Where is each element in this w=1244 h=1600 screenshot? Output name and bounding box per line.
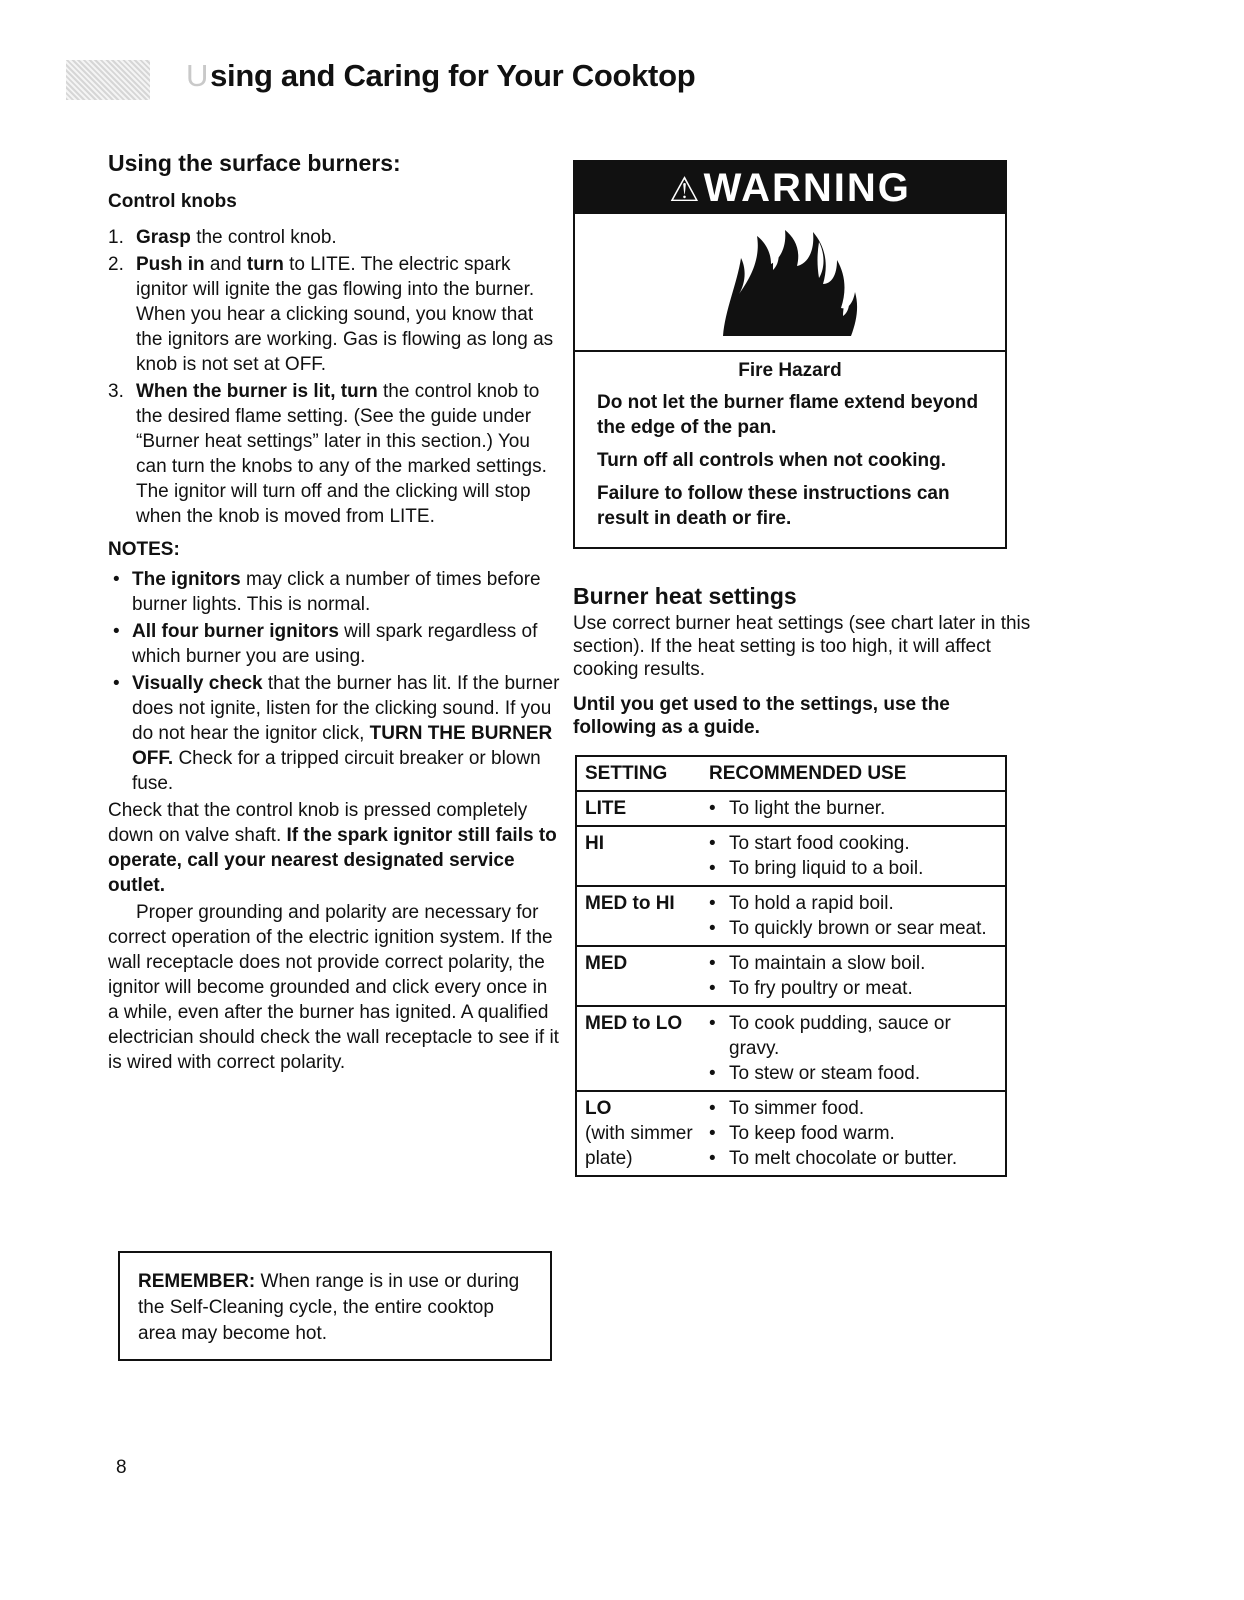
step-bold: turn <box>246 254 284 275</box>
warning-banner <box>575 162 1005 214</box>
column-header-recommended-use: RECOMMENDED USE <box>709 763 907 784</box>
setting-cell <box>585 891 709 941</box>
bullet: • <box>709 1123 716 1144</box>
use-item <box>709 951 997 976</box>
bullet: • <box>113 621 120 642</box>
note-bold: The ignitors <box>132 569 241 590</box>
step-bold: When the burner is lit, turn <box>136 381 378 402</box>
setting-cell <box>585 831 709 881</box>
remember-text: When range is in use or during the Self-Cleaning cycle, the entire cooktop area may become hot. <box>138 1271 520 1344</box>
page-title-faded-letter: U <box>186 58 209 93</box>
bullet: • <box>709 953 716 974</box>
notes-heading: NOTES: <box>108 539 180 560</box>
table-row <box>577 1007 1005 1092</box>
note-text: may click a number of times before burner lights. This is normal. <box>132 569 541 615</box>
bullet: • <box>709 833 716 854</box>
bullet: • <box>709 978 716 999</box>
step-bold: Grasp <box>136 227 191 248</box>
note-item <box>108 567 563 617</box>
step-number: 3. <box>108 381 124 402</box>
steps-list <box>108 225 563 529</box>
use-text: To quickly brown or sear meat. <box>729 918 987 939</box>
fire-icon <box>719 224 869 344</box>
setting-note: (with simmer plate) <box>585 1123 693 1169</box>
warning-line: Do not let the burner flame extend beyond the edge of the pan. <box>597 392 979 438</box>
step-text: to LITE. The electric spark ignitor will ignite the gas flowing into the burner. When you hear a clicking sound, you know that the ignitors are working. Gas is flowing as long as knob is not set at OFF. <box>136 254 554 375</box>
bullet: • <box>113 569 120 590</box>
note-text: that the burner has lit. If the burner does not ignite, listen for the clicking sound. If you do not hear the ignitor click, <box>132 673 560 744</box>
use-item <box>709 1096 997 1121</box>
notes-list <box>108 567 563 796</box>
use-item <box>709 1061 997 1086</box>
burner-guide-note: Until you get used to the settings, use the following as a guide. <box>573 694 950 738</box>
setting-cell <box>585 1011 709 1086</box>
setting-name: LITE <box>585 798 627 819</box>
recommended-use-cell <box>709 796 997 821</box>
check-paragraph <box>108 798 563 898</box>
setting-name: HI <box>585 833 604 854</box>
setting-name: MED to HI <box>585 893 675 914</box>
use-text: To maintain a slow boil. <box>729 953 926 974</box>
use-item <box>709 976 997 1001</box>
use-text: To stew or steam food. <box>729 1063 921 1084</box>
note-bold: TURN THE BURNER OFF. <box>132 723 553 769</box>
step-item <box>108 379 563 529</box>
note-text: Check for a tripped circuit breaker or blown fuse. <box>132 748 541 794</box>
use-item <box>709 856 997 881</box>
step-item <box>108 252 563 377</box>
bullet: • <box>709 1013 716 1034</box>
use-text: To keep food warm. <box>729 1123 895 1144</box>
setting-name: LO <box>585 1098 612 1119</box>
setting-cell <box>585 796 709 821</box>
use-text: To cook pudding, sauce or gravy. <box>729 1013 951 1059</box>
table-row <box>577 792 1005 827</box>
note-bold: Visually check <box>132 673 263 694</box>
use-text: To bring liquid to a boil. <box>729 858 924 879</box>
use-item <box>709 1146 997 1171</box>
column-header-setting: SETTING <box>585 763 668 784</box>
table-row <box>577 1092 1005 1175</box>
bullet: • <box>709 893 716 914</box>
step-number: 2. <box>108 254 124 275</box>
check-bold: If the spark ignitor still fails to operate, call your nearest designated service outlet. <box>108 825 557 896</box>
setting-name: MED <box>585 953 628 974</box>
remember-label: REMEMBER: <box>138 1271 256 1292</box>
setting-name: MED to LO <box>585 1013 683 1034</box>
warning-triangle-icon: ⚠ <box>669 171 702 209</box>
recommended-use-cell <box>709 831 997 881</box>
recommended-use-cell <box>709 951 997 1001</box>
use-text: To light the burner. <box>729 798 886 819</box>
step-bold: Push in <box>136 254 205 275</box>
use-item <box>709 916 997 941</box>
page-number: 8 <box>116 1457 127 1478</box>
warning-box <box>573 160 1007 549</box>
check-text: Check that the control knob is pressed completely down on valve shaft. <box>108 800 528 846</box>
table-row <box>577 947 1005 1007</box>
heat-settings-table <box>575 755 1007 1177</box>
note-item <box>108 671 563 796</box>
left-column <box>108 150 563 1075</box>
warning-title: Fire Hazard <box>738 360 842 381</box>
use-item <box>709 1011 997 1061</box>
bullet: • <box>113 673 120 694</box>
page-title <box>186 58 695 94</box>
use-text: To hold a rapid boil. <box>729 893 894 914</box>
use-text: To melt chocolate or butter. <box>729 1148 958 1169</box>
bullet: • <box>709 1063 716 1084</box>
bullet: • <box>709 1148 716 1169</box>
setting-cell <box>585 1096 709 1171</box>
recommended-use-cell <box>709 891 997 941</box>
note-bold: All four burner ignitors <box>132 621 339 642</box>
section-heading-burner-heat-settings: Burner heat settings <box>573 583 797 609</box>
warning-text <box>575 352 1005 547</box>
step-text: and <box>204 254 247 275</box>
section-heading-surface-burners: Using the surface burners: <box>108 150 401 176</box>
use-item <box>709 796 997 821</box>
grounding-paragraph: Proper grounding and polarity are necessary for correct operation of the electric ignition system. If the wall receptacle does not provide correct polarity, the ignitor will become grounded and click every once in a while, even after the burner has ignited. A qualified electrician should check the wall receptacle to see if it is wired with correct polarity. <box>108 902 559 1073</box>
setting-cell <box>585 951 709 1001</box>
recommended-use-cell <box>709 1096 997 1171</box>
use-item <box>709 1121 997 1146</box>
page-title-text: sing and Caring for Your Cooktop <box>210 58 696 93</box>
step-number: 1. <box>108 227 124 248</box>
use-item <box>709 891 997 916</box>
note-text: will spark regardless of which burner you are using. <box>132 621 538 667</box>
bullet: • <box>709 798 716 819</box>
recommended-use-cell <box>709 1011 997 1086</box>
table-header-row <box>577 757 1005 792</box>
remember-box <box>118 1251 552 1361</box>
burner-paragraph: Use correct burner heat settings (see chart later in this section). If the heat setting is too high, it will affect cooking results. <box>573 613 1031 680</box>
warning-banner-text: WARNING <box>703 166 911 210</box>
fire-hazard-image <box>575 214 1005 352</box>
subheading-control-knobs: Control knobs <box>108 191 237 212</box>
bullet: • <box>709 918 716 939</box>
bullet: • <box>709 858 716 879</box>
use-text: To simmer food. <box>729 1098 865 1119</box>
use-item <box>709 831 997 856</box>
right-column <box>573 160 1033 1177</box>
step-item <box>108 225 563 250</box>
warning-line: Failure to follow these instructions can result in death or fire. <box>597 483 950 529</box>
use-text: To start food cooking. <box>729 833 910 854</box>
step-text: the control knob to the desired flame setting. (See the guide under “Burner heat settings” later in this section.) You can turn the knobs to any of the marked settings. The ignitor will turn off and the clicking will stop when the knob is moved from LITE. <box>136 381 547 527</box>
use-text: To fry poultry or meat. <box>729 978 913 999</box>
header-decoration <box>66 60 150 100</box>
note-item <box>108 619 563 669</box>
bullet: • <box>709 1098 716 1119</box>
warning-line: Turn off all controls when not cooking. <box>597 450 947 471</box>
step-text: the control knob. <box>190 227 337 248</box>
table-row <box>577 827 1005 887</box>
table-row <box>577 887 1005 947</box>
